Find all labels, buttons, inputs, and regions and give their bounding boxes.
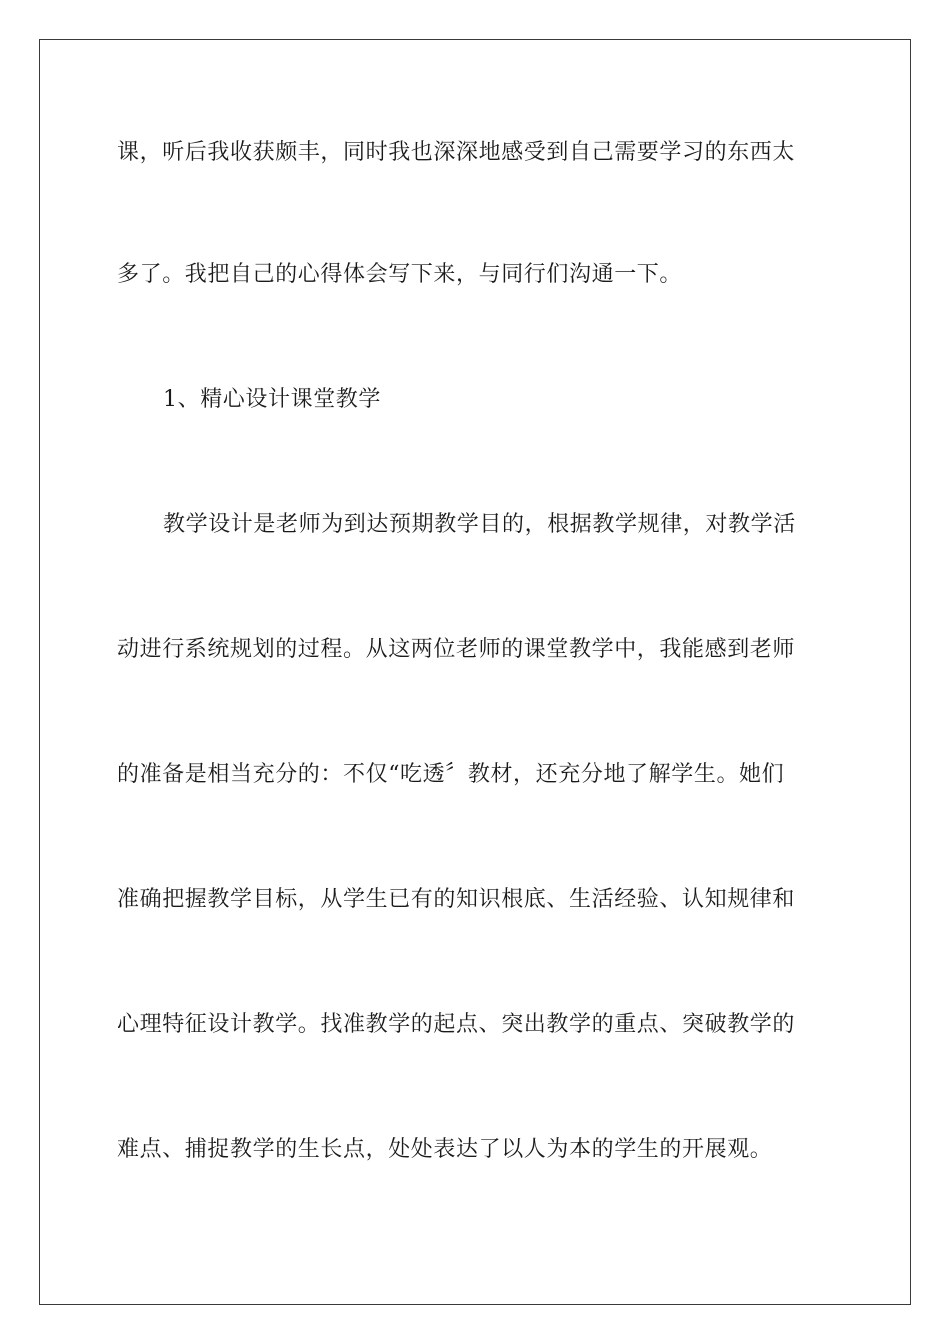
body-text-line: 心理特征设计教学。找准教学的起点、突出教学的重点、突破教学的 (117, 1012, 796, 1037)
body-text-line: 多了。我把自己的心得体会写下来，与同行们沟通一下。 (117, 262, 683, 287)
body-text-line: 教学设计是老师为到达预期教学目的，根据教学规律，对教学活 (163, 512, 796, 537)
page-border (39, 39, 911, 1305)
body-text-line: 课，听后我收获颇丰，同时我也深深地感受到自己需要学习的东西太 (117, 140, 796, 165)
body-text-line: 难点、捕捉教学的生长点，处处表达了以人为本的学生的开展观。 (117, 1137, 773, 1162)
section-heading: 1、精心设计课堂教学 (163, 387, 381, 412)
body-text-line: 动进行系统规划的过程。从这两位老师的课堂教学中，我能感到老师 (117, 637, 796, 662)
body-text-line: 的准备是相当充分的：不仅“吃透〞教材，还充分地了解学生。她们 (117, 762, 785, 787)
body-text-line: 准确把握教学目标，从学生已有的知识根底、生活经验、认知规律和 (117, 887, 796, 912)
